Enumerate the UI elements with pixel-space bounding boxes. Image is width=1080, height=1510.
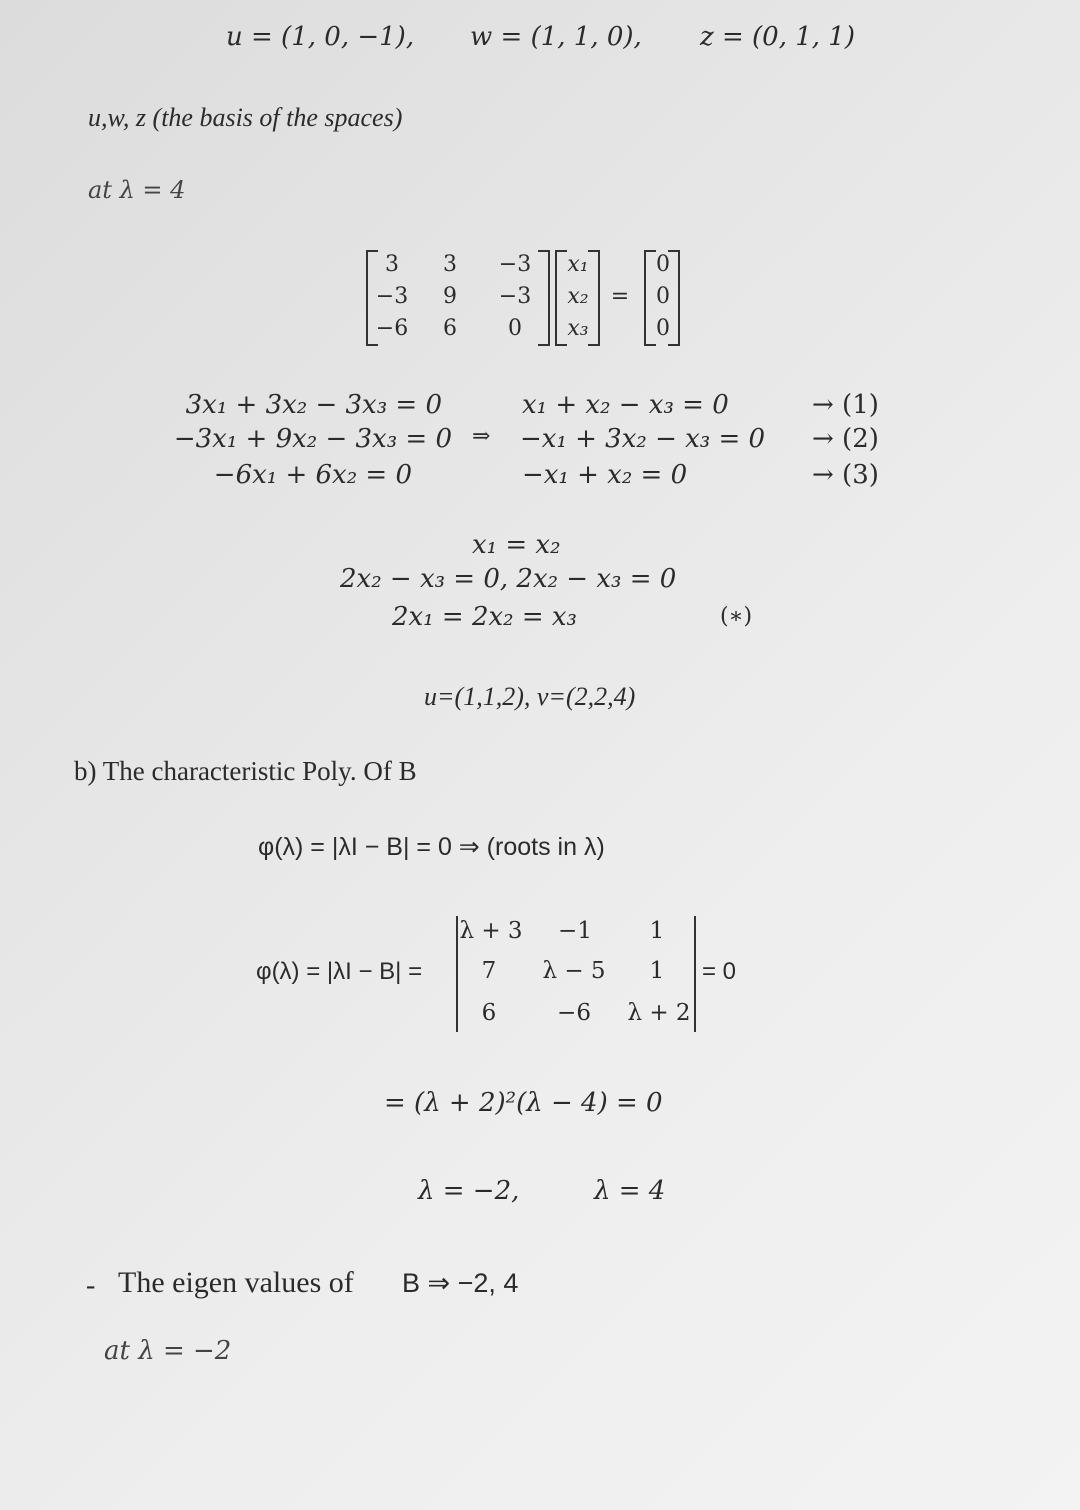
eigen-values-expression: B ⇒ −2, 4: [402, 1268, 519, 1298]
system-left-eq-3: −6x₁ + 6x₂ = 0: [213, 460, 412, 490]
equation-ref-2: → (2): [812, 424, 879, 454]
equation-ref-1: → (1): [812, 390, 879, 420]
lambda-4-header: at λ = 4: [88, 176, 186, 204]
det-cell: 6: [481, 1000, 497, 1026]
eigen-values-text: The eigen values of: [118, 1266, 354, 1299]
det-cell: λ + 2: [627, 1000, 691, 1026]
vector-u: u = (1, 0, −1),: [226, 22, 415, 52]
det-cell: λ + 3: [459, 918, 523, 944]
bullet-dash: -: [86, 1270, 96, 1301]
eigenvector-result: u=(1,1,2), v=(2,2,4): [424, 682, 636, 711]
matrix-a-cell: −3: [375, 284, 409, 309]
matrix-a-cell: 0: [508, 316, 522, 341]
root-2: λ = 4: [594, 1176, 666, 1206]
matrix-a-cell: 3: [385, 252, 399, 277]
determinant-lhs: φ(λ) = |λI − B| =: [256, 958, 423, 985]
root-1: λ = −2,: [418, 1176, 520, 1206]
det-cell: −1: [558, 918, 592, 944]
matrix-a-cell: −3: [498, 284, 532, 309]
det-cell: 7: [481, 958, 497, 984]
det-cell: 1: [649, 918, 665, 944]
system-left-eq-2: −3x₁ + 9x₂ − 3x₃ = 0: [173, 424, 452, 454]
matrix-a-cell: 3: [443, 252, 457, 277]
vector-b-cell: 0: [656, 252, 670, 277]
section-b-title: b) The characteristic Poly. Of B: [74, 756, 417, 786]
lambda-neg2-header: at λ = −2: [104, 1336, 232, 1366]
det-cell: λ − 5: [542, 958, 606, 984]
basis-note: u,w, z (the basis of the spaces): [88, 103, 403, 132]
implies-arrow: ⇒: [472, 424, 491, 449]
vector-w: w = (1, 1, 0),: [470, 22, 642, 52]
star-marker: (∗): [720, 604, 753, 629]
solution-line-2: 2x₂ − x₃ = 0, 2x₂ − x₃ = 0: [340, 564, 677, 594]
matrix-a-cell: −6: [375, 316, 409, 341]
matrix-a-cell: 9: [443, 284, 457, 309]
system-right-eq-1: x₁ + x₂ − x₃ = 0: [522, 390, 729, 420]
vector-b-cell: 0: [656, 284, 670, 309]
matrix-a-cell: 6: [443, 316, 457, 341]
vector-b-cell: 0: [656, 316, 670, 341]
char-poly-definition: φ(λ) = |λI − B| = 0 ⇒ (roots in λ): [258, 833, 605, 861]
solution-line-1: x₁ = x₂: [472, 530, 561, 560]
system-right-eq-3: −x₁ + x₂ = 0: [522, 460, 688, 490]
system-left-eq-1: 3x₁ + 3x₂ − 3x₃ = 0: [185, 390, 442, 420]
matrix-equals-sign: =: [610, 284, 630, 309]
matrix-a-cell: −3: [498, 252, 532, 277]
solution-line-3: 2x₁ = 2x₂ = x₃: [392, 602, 577, 632]
vector-x-cell: x₂: [567, 284, 589, 309]
factored-polynomial: = (λ + 2)²(λ − 4) = 0: [384, 1088, 663, 1118]
system-right-eq-2: −x₁ + 3x₂ − x₃ = 0: [520, 424, 766, 454]
determinant-rhs: = 0: [702, 958, 737, 985]
vector-x-cell: x₁: [567, 252, 589, 277]
vector-x-cell: x₃: [567, 316, 589, 341]
vector-z: z = (0, 1, 1): [700, 22, 855, 52]
det-cell: −6: [557, 1000, 591, 1026]
det-cell: 1: [649, 958, 665, 984]
equation-ref-3: → (3): [812, 460, 879, 490]
